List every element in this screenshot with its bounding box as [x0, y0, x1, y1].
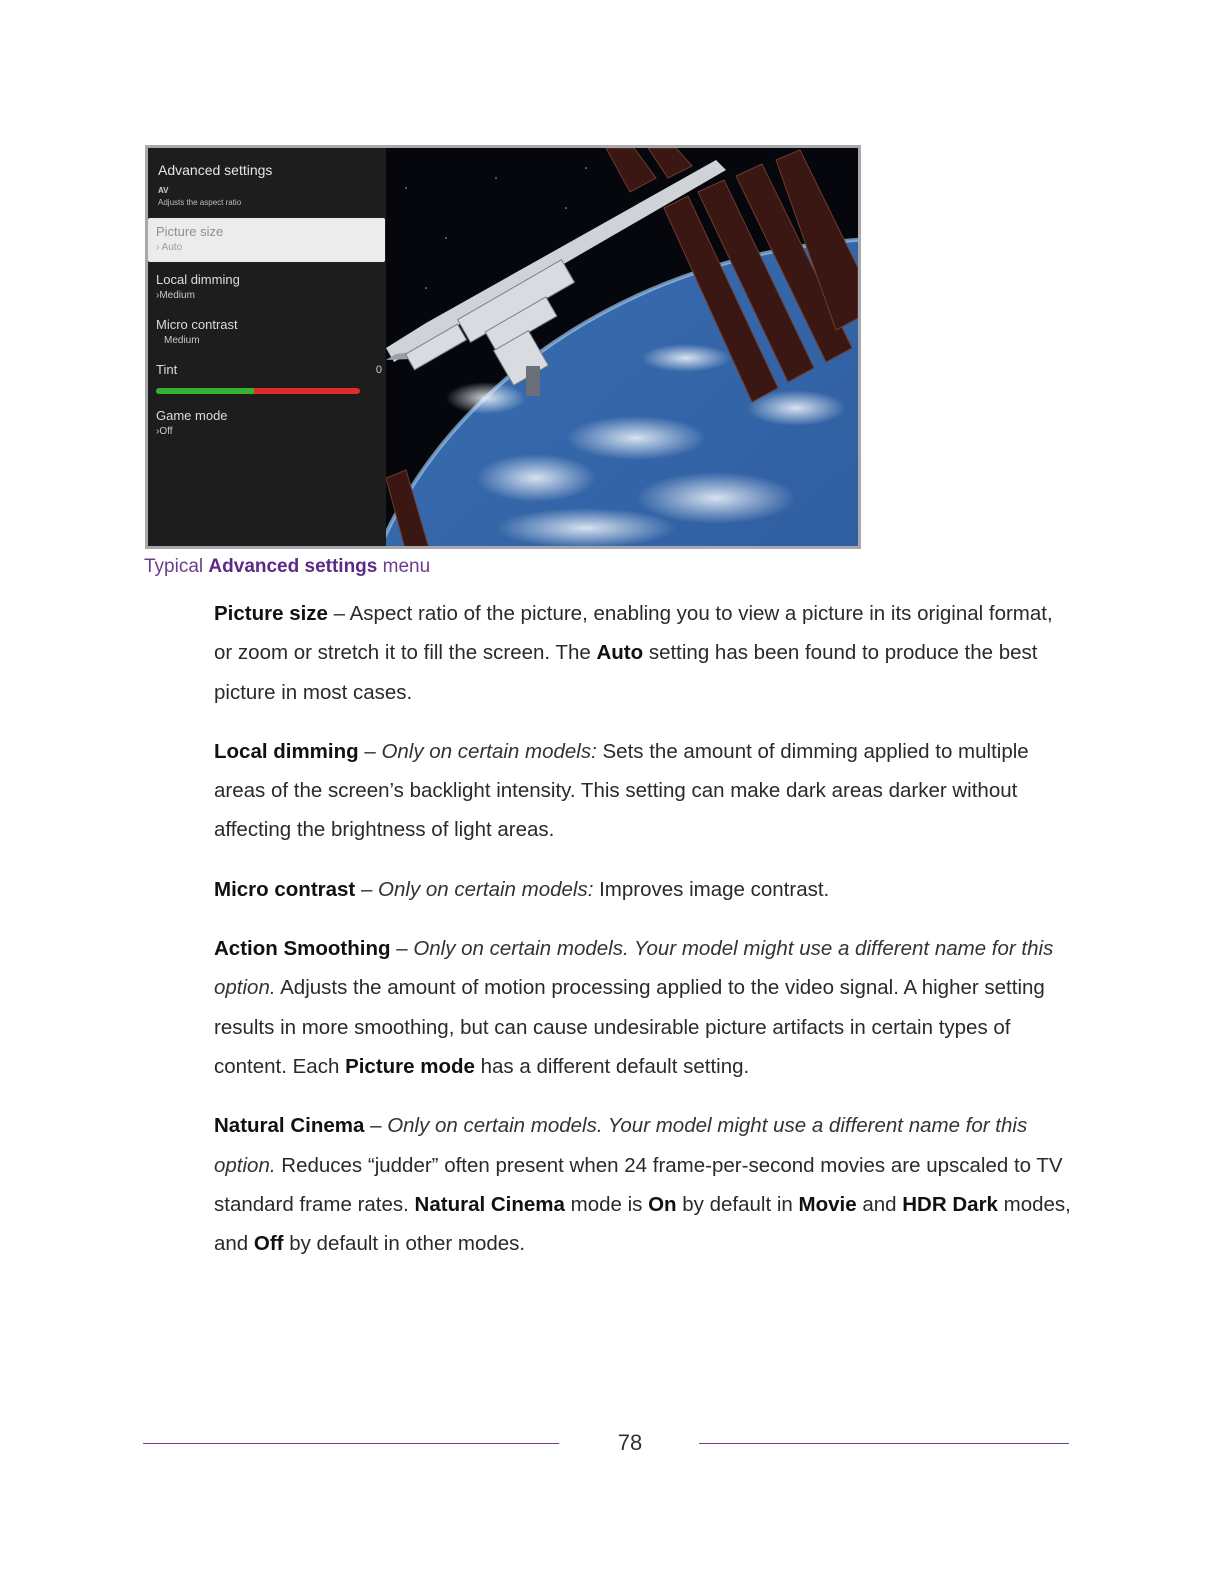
- menu-item-value: ›Medium: [156, 290, 195, 301]
- paragraph-text: Aspect ratio of the picture, enabling you to view a picture in its original format, or zoom or stretch it to fill the screen. The: [214, 602, 1053, 665]
- paragraph-picture-size: [214, 594, 1074, 712]
- bold-term: Natural Cinema: [414, 1192, 565, 1216]
- term-local-dimming: Local dimming: [214, 739, 359, 763]
- advanced-settings-screenshot: [145, 145, 861, 549]
- menu-source-label: AV: [158, 186, 169, 195]
- term-natural-cinema: Natural Cinema: [214, 1114, 365, 1138]
- dash: –: [364, 1114, 388, 1138]
- menu-item-value: ›Off: [156, 426, 173, 437]
- paragraph-text: setting has been found to produce the best picture in most cases.: [214, 641, 1038, 704]
- space-station-image: [386, 148, 858, 546]
- term-action-smoothing: Action Smoothing: [214, 937, 391, 961]
- settings-menu-panel: [148, 148, 386, 546]
- paragraph-text: Sets the amount of dimming applied to multiple areas of the screen’s backlight intensity. This setting can make dark areas darker without affecting the brightness of light areas.: [214, 739, 1029, 842]
- bold-term: Auto: [596, 641, 644, 665]
- paragraph-text: by default in: [676, 1192, 799, 1216]
- menu-item-label: Micro contrast: [156, 317, 238, 332]
- dash: –: [358, 739, 382, 763]
- menu-hint: Adjusts the aspect ratio: [158, 198, 242, 207]
- page-number: 78: [617, 1430, 643, 1455]
- bold-term: On: [648, 1192, 677, 1216]
- bold-term: Off: [253, 1232, 284, 1256]
- italic-note: Only on certain models:: [378, 877, 594, 901]
- footer-rule-left: [143, 1443, 559, 1444]
- paragraph-micro-contrast: [214, 870, 1074, 909]
- menu-item-value: Medium: [164, 335, 200, 346]
- paragraph-text: has a different default setting.: [474, 1054, 750, 1078]
- menu-item-tint[interactable]: [148, 356, 386, 400]
- dash: –: [355, 877, 379, 901]
- caption-suffix: menu: [382, 556, 431, 577]
- paragraph-natural-cinema: [214, 1106, 1074, 1263]
- paragraph-text: Adjusts the amount of motion processing applied to the video signal. A higher setting results in more smoothing, but can cause undesirable picture artifacts in certain types of content. Each: [214, 976, 1045, 1078]
- footer-rule-right: [699, 1443, 1069, 1444]
- menu-item-label: Game mode: [156, 408, 228, 423]
- paragraph-text: Reduces “judder” often present when 24 frame-per-second movies are upscaled to TV standard frame rates.: [214, 1153, 1063, 1216]
- menu-item-label: Tint: [156, 362, 178, 377]
- paragraph-text: Improves image contrast.: [593, 877, 830, 901]
- menu-item-game-mode[interactable]: [148, 402, 386, 446]
- menu-item-label: Local dimming: [156, 272, 240, 287]
- dash: –: [390, 937, 414, 961]
- caption-prefix: Typical: [144, 556, 204, 577]
- bold-term: Movie: [798, 1192, 857, 1216]
- tint-value: 0: [375, 364, 382, 376]
- figure-caption: [144, 556, 430, 578]
- menu-title: Advanced settings: [158, 162, 273, 178]
- caption-bold: Advanced settings: [208, 556, 378, 577]
- paragraph-text: modes, and: [214, 1192, 1071, 1256]
- tint-slider-red: [254, 388, 360, 394]
- italic-note: Only on certain models:: [381, 739, 597, 763]
- paragraph-text: by default in other modes.: [283, 1232, 526, 1256]
- italic-note: Only on certain models. Your model might use a different name for this option.: [214, 1114, 1028, 1177]
- bold-term: Picture mode: [345, 1054, 475, 1078]
- menu-item-micro-contrast[interactable]: [148, 311, 386, 355]
- menu-item-local-dimming[interactable]: [148, 266, 386, 310]
- dash: –: [327, 602, 350, 625]
- paragraph-text: and: [856, 1192, 903, 1216]
- italic-note: Only on certain models. Your model might use a different name for this option.: [214, 937, 1054, 1000]
- tint-slider[interactable]: [156, 388, 360, 394]
- paragraph-action-smoothing: [214, 929, 1074, 1086]
- space-station-illustration: [386, 148, 858, 546]
- tint-slider-green: [156, 388, 254, 394]
- term-micro-contrast: Micro contrast: [214, 877, 356, 901]
- bold-term: HDR Dark: [902, 1192, 998, 1216]
- term-picture-size: Picture size: [214, 602, 328, 625]
- paragraph-text: mode is: [564, 1192, 649, 1216]
- body-text: [214, 594, 1074, 1283]
- menu-item-value: › Auto: [156, 242, 183, 253]
- paragraph-local-dimming: [214, 732, 1074, 850]
- menu-item-picture-size[interactable]: [148, 218, 385, 262]
- menu-item-label: Picture size: [156, 224, 224, 239]
